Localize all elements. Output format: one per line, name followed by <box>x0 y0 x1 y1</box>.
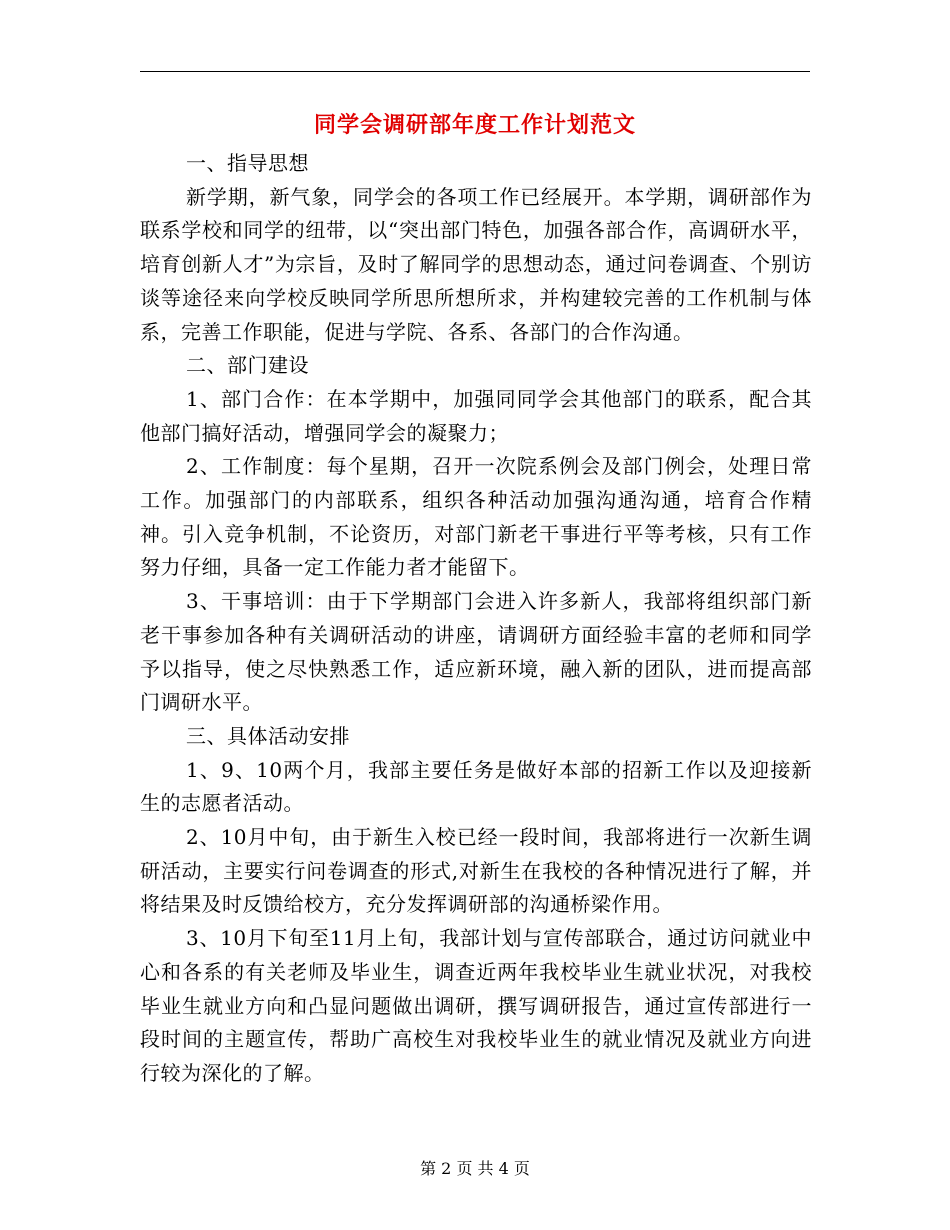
footer-suffix: 页 <box>513 1159 530 1178</box>
document-title: 同学会调研部年度工作计划范文 <box>313 112 636 138</box>
section-heading: 三、具体活动安排 <box>186 723 350 748</box>
section-heading: 一、指导思想 <box>186 151 309 175</box>
footer-mid: 页 共 <box>456 1159 494 1178</box>
page-footer <box>0 1156 950 1179</box>
document-body <box>140 147 812 1091</box>
body-paragraph: 1、9、10两个月，我部主要任务是做好本部的招新工作以及迎接新生的志愿者活动。 <box>140 757 812 816</box>
body-paragraph: 2、工作制度：每个星期，召开一次院系例会及部门例会，处理日常工作。加强部门的内部联系，组织各种活动加强沟通沟通，培育合作精神。引入竞争机制，不论资历，对部门新老干事进行平等考核，只有工作努力仔细，具备一定工作能力者才能留下。 <box>140 454 812 580</box>
footer-prefix: 第 <box>420 1159 437 1178</box>
total-pages-number: 4 <box>498 1159 509 1178</box>
body-paragraph: 1、部门合作：在本学期中，加强同同学会其他部门的联系，配合其他部门搞好活动，增强同学会的凝聚力； <box>140 386 812 445</box>
body-paragraph: 3、干事培训：由于下学期部门会进入许多新人，我部将组织部门新老干事参加各种有关调研活动的讲座，请调研方面经验丰富的老师和同学予以指导，使之尽快熟悉工作，适应新环境，融入新的团队，进而提高部门调研水平。 <box>140 589 812 715</box>
body-paragraph: 2、10月中旬，由于新生入校已经一段时间，我部将进行一次新生调研活动，主要实行问卷调查的形式,对新生在我校的各种情况进行了解，并将结果及时反馈给校方，充分发挥调研部的沟通桥梁作用。 <box>140 825 812 917</box>
section-heading: 二、部门建设 <box>186 353 309 378</box>
body-paragraph: 新学期，新气象，同学会的各项工作已经展开。本学期，调研部作为联系学校和同学的纽带，以“突出部门特色，加强各部合作，高调研水平，培育创新人才”为宗旨，及时了解同学的思想动态，通过问卷调查、个别访谈等途径来向学校反映同学所思所想所求，并构建较完善的工作机制与体系，完善工作职能，促进与学院、各系、各部门的合作沟通。 <box>140 184 812 344</box>
body-paragraph: 3、10月下旬至11月上旬，我部计划与宣传部联合，通过访问就业中心和各系的有关老师及毕业生，调查近两年我校毕业生就业状况，对我校毕业生就业方向和凸显问题做出调研，撰写调研报告，通过宣传部进行一段时间的主题宣传，帮助广高校生对我校毕业生的就业情况及就业方向进行较为深化的了解。 <box>140 926 812 1085</box>
current-page-number: 2 <box>441 1159 452 1178</box>
header-rule <box>140 71 810 72</box>
